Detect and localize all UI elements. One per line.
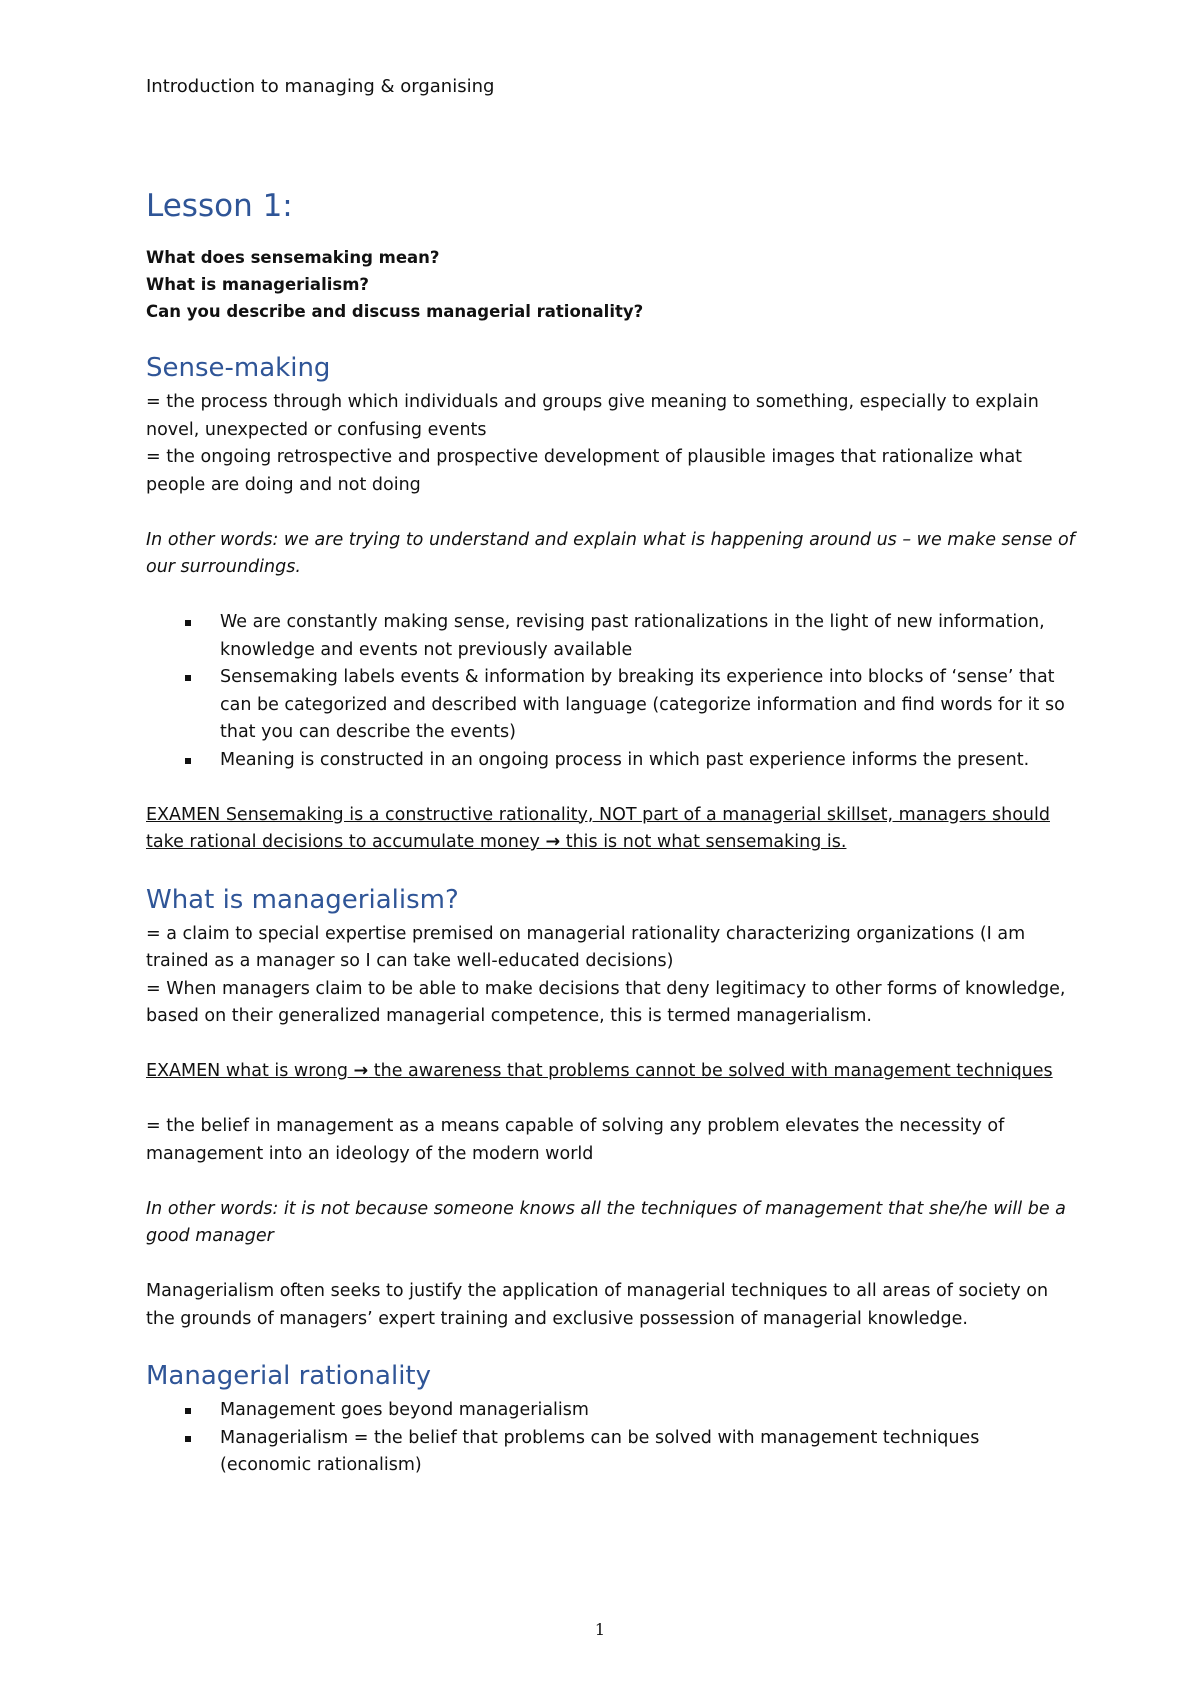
square-bullet-icon xyxy=(185,1436,191,1442)
square-bullet-icon xyxy=(185,675,191,681)
right-arrow-icon: → xyxy=(545,832,561,852)
exam-note-text: EXAMEN Sensemaking is a constructive rationality, NOT part of a managerial skillset, managers should take rational decisions to accumulate money xyxy=(146,804,1050,852)
in-other-words-note: In other words: it is not because someone knows all the techniques of management that she/he will be a good manager xyxy=(146,1198,1066,1246)
definition-paragraph: = the process through which individuals and groups give meaning to something, especially to explain novel, unexpected or confusing events xyxy=(146,392,1039,440)
definition-paragraph: = a claim to special expertise premised on managerial rationality characterizing organizations (I am trained as a manager so I can take well-educated decisions) xyxy=(146,923,1026,971)
study-questions xyxy=(146,244,1076,325)
study-question: What is managerialism? xyxy=(146,275,369,294)
exam-note-text: the awareness that problems cannot be solved with management techniques xyxy=(368,1061,1053,1081)
page-number: 1 xyxy=(594,1620,606,1639)
in-other-words-note: In other words: we are trying to understand and explain what is happening around us – we make sense of our surroundings. xyxy=(146,529,1075,577)
list-item xyxy=(146,1397,1076,1425)
list-item-text: Managerialism = the belief that problems can be solved with management techniques (economic rationalism) xyxy=(220,1427,980,1475)
square-bullet-icon xyxy=(185,758,191,764)
body-paragraph: Managerialism often seeks to justify the application of managerial techniques to all areas of society on the grounds of managers’ expert training and exclusive possession of managerial knowledge. xyxy=(146,1281,1049,1329)
definition-paragraph: = the ongoing retrospective and prospective development of plausible images that rationalize what people are doing and not doing xyxy=(146,447,1023,495)
bullet-list xyxy=(146,1397,1076,1480)
definition-paragraph: = the belief in management as a means capable of solving any problem elevates the necessity of management into an ideology of the modern world xyxy=(146,1116,1005,1164)
list-item xyxy=(146,1425,1076,1480)
section-managerial-rationality xyxy=(146,1359,1076,1480)
section-heading: Sense-making xyxy=(146,353,331,383)
section-heading: What is managerialism? xyxy=(146,884,459,915)
study-question: Can you describe and discuss managerial rationality? xyxy=(146,302,644,321)
section-sensemaking xyxy=(146,351,1076,857)
study-question: What does sensemaking mean? xyxy=(146,248,440,267)
section-managerialism xyxy=(146,883,1076,1334)
list-item-text: Management goes beyond managerialism xyxy=(220,1400,589,1420)
square-bullet-icon xyxy=(185,620,191,626)
lesson-title: Lesson 1: xyxy=(146,188,293,224)
list-item xyxy=(146,747,1076,775)
exam-note xyxy=(146,1058,1076,1086)
list-item-text: Sensemaking labels events & information by breaking its experience into blocks of ‘sense’ that can be categorized and described with language (categorize information and find words for it so that you can describe the events) xyxy=(220,667,1065,742)
running-header: Introduction to managing & organising xyxy=(146,76,495,97)
exam-note xyxy=(146,802,1076,857)
bullet-list xyxy=(146,609,1076,774)
square-bullet-icon xyxy=(185,1408,191,1414)
list-item xyxy=(146,664,1076,747)
list-item-text: We are constantly making sense, revising past rationalizations in the light of new information, knowledge and events not previously available xyxy=(220,612,1045,660)
exam-note-text: this is not what sensemaking is. xyxy=(560,832,847,852)
right-arrow-icon: → xyxy=(353,1061,369,1081)
exam-note-text: EXAMEN what is wrong xyxy=(146,1061,354,1081)
definition-paragraph: = When managers claim to be able to make decisions that deny legitimacy to other forms of knowledge, based on their generalized managerial competence, this is termed managerialism. xyxy=(146,978,1066,1026)
list-item-text: Meaning is constructed in an ongoing process in which past experience informs the present. xyxy=(220,749,1030,770)
section-heading: Managerial rationality xyxy=(146,1361,431,1391)
page-content xyxy=(146,74,1076,1480)
list-item xyxy=(146,609,1076,664)
